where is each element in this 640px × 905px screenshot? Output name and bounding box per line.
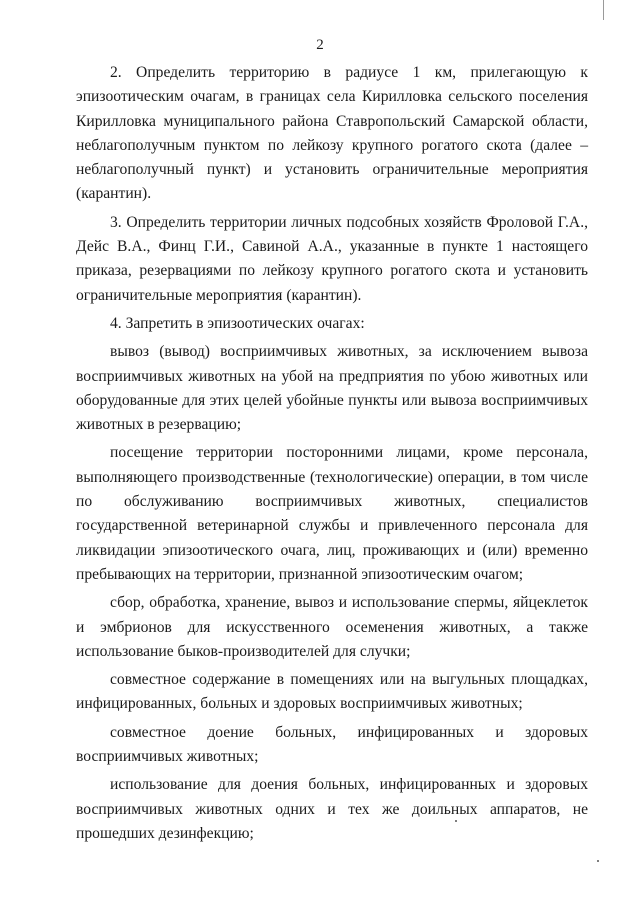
prohibition-joint-milking: совместное доение больных, инфицированных и здоровых восприимчивых животных; [76,723,588,766]
paragraph-item-2: 2. Определить территорию в радиусе 1 км, прилегающую к эпизоотическим очагам, в границах села Кирилловка сельского поселения Кирилловка муниципального района Ставропольский Самарской области, неблагополучным пунктом по лейкозу крупного рогатого скота (далее – неблагополучный пункт) и установить ограничительные мероприятия (карантин). [76,64,588,203]
prohibition-sperm-embryo: сбор, обработка, хранение, вывоз и использование спермы, яйцеклеток и эмбрионов для искусственного осеменения животных, а также использование быков-производителей для случки; [76,594,588,660]
paragraph-item-4-heading: 4. Запретить в эпизоотических очагах: [110,314,365,332]
document-body [76,61,588,850]
prohibition-joint-keeping: совместное содержание в помещениях или на выгульных площадках, инфицированных, больных и здоровых восприимчивых животных; [76,671,588,713]
prohibition-export-animals: вывоз (вывод) восприимчивых животных, за исключением вывоза восприимчивых животных на убой на предприятия по убою животных или оборудованные для этих целей убойные пункты или вывоза восприимчивых животных в резервацию; [76,343,588,434]
scan-speck [597,860,599,862]
scan-speck [455,820,457,822]
scan-edge-mark [603,0,604,20]
paragraph-item-3: 3. Определить территории личных подсобных хозяйств Фроловой Г.А., Дейс В.А., Финц Г.И., Савиной А.А., указанные в пункте 1 настоящего приказа, резервациями по лейкозу крупного рогатого скота и установить ограничительные мероприятия (карантин). [76,213,588,304]
prohibition-milking-machines: использование для доения больных, инфицированных и здоровых восприимчивых животных одних и тех же доильных аппаратов, не прошедших дезинфекцию; [76,776,588,842]
page-number: 2 [316,37,324,53]
prohibition-visit-territory: посещение территории посторонними лицами, кроме персонала, выполняющего производственные (технологические) операции, в том числе по обслуживанию восприимчивых животных, специалистов государственной ветеринарной службы и привлеченного персонала для ликвидации эпизоотического очага, лиц, проживающих и (или) временно пребывающих на территории, признанной эпизоотическим очагом; [76,444,588,583]
